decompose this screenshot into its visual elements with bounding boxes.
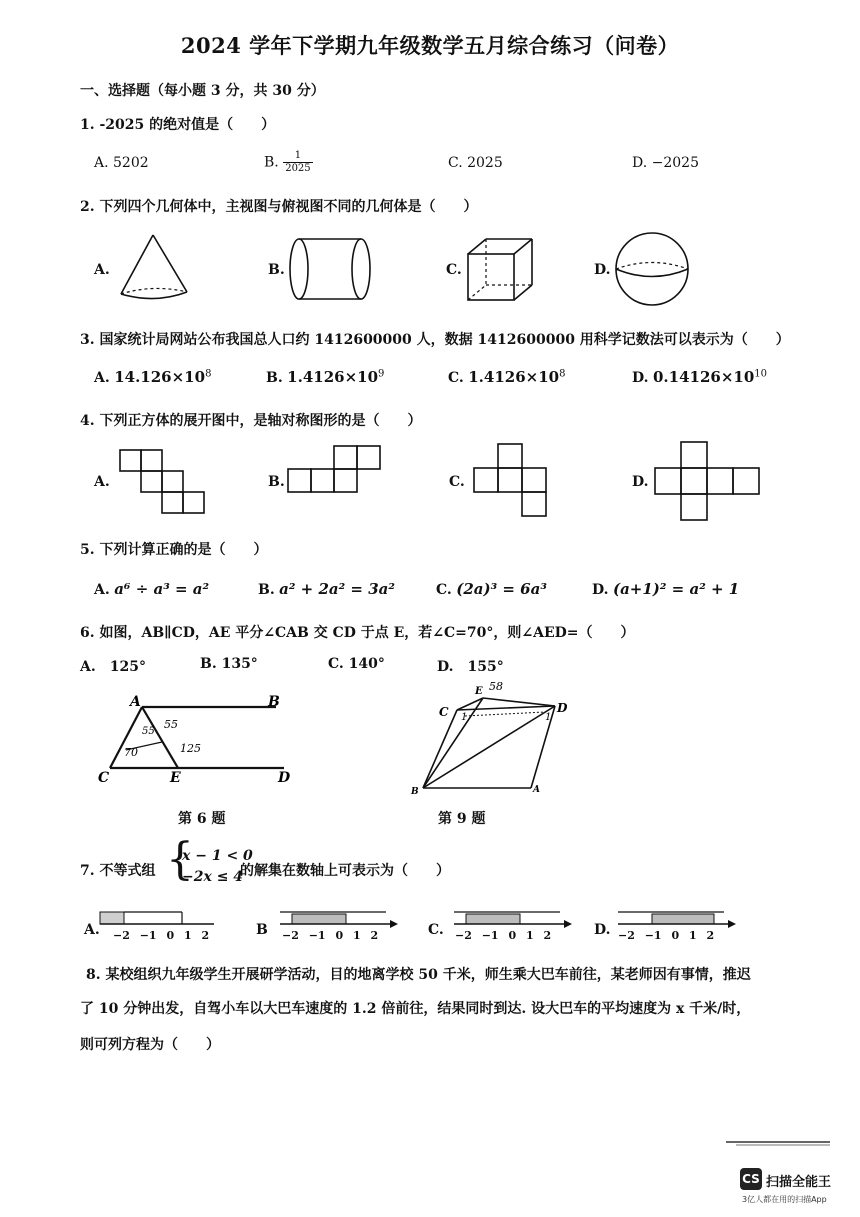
q5-option-d-expression: (a+1)² = a² + 1 <box>612 580 740 598</box>
q2-option-a: A. <box>94 262 110 278</box>
q3-option-d <box>632 368 767 386</box>
q6-option-b: B. 135° <box>200 656 258 672</box>
scanner-logo: CS <box>740 1168 762 1190</box>
fig9-mark-58: 58 <box>489 680 503 693</box>
page-title: 2024 学年下学期九年级数学五月综合练习（问卷） <box>180 33 680 58</box>
q3-option-a-label: A. <box>94 370 110 386</box>
q7-option-d: D. <box>594 922 611 938</box>
q5-stem: 5. 下列计算正确的是（ ） <box>80 542 268 558</box>
q2-option-d: D. <box>594 262 611 278</box>
q1-option-b-fraction <box>283 150 312 175</box>
figure-9 <box>405 676 585 796</box>
figure-6 <box>96 690 306 790</box>
q7-option-c: C. <box>428 922 444 938</box>
scanner-app-name: 扫描全能王 <box>766 1175 832 1190</box>
net-b-figure <box>288 444 388 500</box>
scanner-tagline: 3亿人都在用的扫描App <box>742 1195 827 1204</box>
fig6-mark-125: 125 <box>180 742 201 755</box>
q1-fraction-numerator: 1 <box>283 150 312 163</box>
q7-a-ticks: −2 −1 0 1 2 <box>113 929 210 942</box>
fig9-point-c: C <box>439 705 449 719</box>
q3-stem: 3. 国家统计局网站公布我国总人口约 1412600000 人，数据 1412600000 用科学记数法可以表示为（ ） <box>80 332 790 348</box>
cube-figure <box>464 236 544 304</box>
q5-option-a <box>94 580 209 598</box>
q4-option-b: B. <box>268 474 285 490</box>
fig6-mark-70: 70 <box>124 746 138 759</box>
q3-option-a-base: 14.126×10 <box>114 368 206 386</box>
q6-option-d: D. 155° <box>437 659 504 675</box>
sphere-figure <box>614 232 694 308</box>
q3-option-d-label: D. <box>632 370 649 386</box>
q7-suffix: 的解集在数轴上可表示为（ ） <box>240 863 450 879</box>
q6-option-a: A. 125° <box>80 659 146 675</box>
q4-option-c: C. <box>449 474 465 490</box>
fig9-point-a: A <box>533 785 540 795</box>
q1-option-c: C. 2025 <box>448 155 503 171</box>
fig6-point-a: A <box>130 694 141 710</box>
q7-inequality-1: x − 1 < 0 <box>182 848 253 864</box>
q2-option-c: C. <box>446 262 462 278</box>
q3-option-d-exponent: 10 <box>754 368 767 380</box>
net-d-figure <box>654 440 766 522</box>
q5-option-d <box>592 580 739 598</box>
q3-option-b-label: B. <box>266 370 283 386</box>
q3-option-c-exponent: 8 <box>559 368 566 380</box>
q5-option-c <box>436 580 547 598</box>
cylinder-figure <box>287 236 377 306</box>
q3-option-c <box>448 368 565 386</box>
q5-option-d-label: D. <box>592 582 609 598</box>
q1-stem: 1. -2025 的绝对值是（ ） <box>80 117 276 133</box>
fig9-mark-1b: 1 <box>545 712 552 723</box>
q5-option-b-label: B. <box>258 582 275 598</box>
q5-option-b-expression: a² + 2a² = 3a² <box>279 580 395 598</box>
q4-option-a: A. <box>94 474 110 490</box>
section-heading: 一、选择题（每小题 3 分，共 30 分） <box>80 83 325 99</box>
q8-line-3: 则可列方程为（ ） <box>80 1037 220 1053</box>
q8-line-1: 8. 某校组织九年级学生开展研学活动，目的地离学校 50 千米，师生乘大巴车前往，某老师因有事情，推迟 <box>86 967 751 983</box>
q7-option-a: A. <box>84 922 100 938</box>
net-c-figure <box>470 442 570 520</box>
fig9-point-d: D <box>557 701 568 715</box>
q5-option-a-label: A. <box>94 582 110 598</box>
q5-option-a-expression: a⁶ ÷ a³ = a² <box>114 580 210 598</box>
q3-option-a <box>94 368 211 386</box>
fig6-point-e: E <box>170 770 181 786</box>
q4-option-d: D. <box>632 474 649 490</box>
q4-stem: 4. 下列正方体的展开图中，是轴对称图形的是（ ） <box>80 413 422 429</box>
q6-option-c: C. 140° <box>328 656 385 672</box>
q7-option-b: B <box>256 922 268 938</box>
net-a-figure <box>118 448 208 516</box>
q7-b-ticks: −2 −1 0 1 2 <box>282 929 379 942</box>
q7-prefix: 7. 不等式组 <box>80 863 156 879</box>
q3-option-b <box>266 368 384 386</box>
q7-inequality-2: −2x ≤ 4 <box>182 869 244 885</box>
scan-mark <box>726 1140 832 1146</box>
q3-option-b-exponent: 9 <box>378 368 385 380</box>
q2-option-b: B. <box>268 262 285 278</box>
q1-option-d: D. −2025 <box>632 155 699 171</box>
fig6-mark-55a: 55 <box>164 718 178 731</box>
fig9-point-e: E <box>475 686 483 697</box>
q6-stem: 6. 如图，AB∥CD，AE 平分∠CAB 交 CD 于点 E，若∠C=70°，则∠AED=（ ） <box>80 625 635 641</box>
q5-option-c-label: C. <box>436 582 452 598</box>
q3-option-b-base: 1.4126×10 <box>287 368 379 386</box>
q1-option-a: A. 5202 <box>94 155 149 171</box>
q1-option-b-label: B. <box>264 154 279 171</box>
q3-option-c-base: 1.4126×10 <box>468 368 560 386</box>
fig9-mark-1a: 1 <box>461 712 468 723</box>
q7-d-ticks: −2 −1 0 1 2 <box>618 929 715 942</box>
q5-option-b <box>258 580 395 598</box>
fig6-point-d: D <box>278 770 291 786</box>
q7-brace: { <box>166 834 194 885</box>
figure-6-caption: 第 6 题 <box>178 811 226 827</box>
q2-stem: 2. 下列四个几何体中，主视图与俯视图不同的几何体是（ ） <box>80 199 478 215</box>
q3-option-a-exponent: 8 <box>205 368 212 380</box>
q3-option-c-label: C. <box>448 370 464 386</box>
fig6-point-c: C <box>98 770 110 786</box>
q8-line-2: 了 10 分钟出发，自驾小车以大巴车速度的 1.2 倍前往，结果同时到达. 设大巴车的平均速度为 x 千米/时， <box>80 1001 751 1017</box>
q1-fraction-denominator: 2025 <box>285 163 311 174</box>
q3-option-d-base: 0.14126×10 <box>652 368 755 386</box>
q7-c-ticks: −2 −1 0 1 2 <box>455 929 552 942</box>
fig9-point-b: B <box>411 787 419 797</box>
fig6-mark-55b: 55 <box>142 726 155 737</box>
q5-option-c-expression: (2a)³ = 6a³ <box>456 580 547 598</box>
figure-9-caption: 第 9 题 <box>438 811 486 827</box>
q1-option-b <box>264 150 313 175</box>
cone-figure <box>115 232 195 304</box>
fig6-point-b: B <box>268 694 280 710</box>
